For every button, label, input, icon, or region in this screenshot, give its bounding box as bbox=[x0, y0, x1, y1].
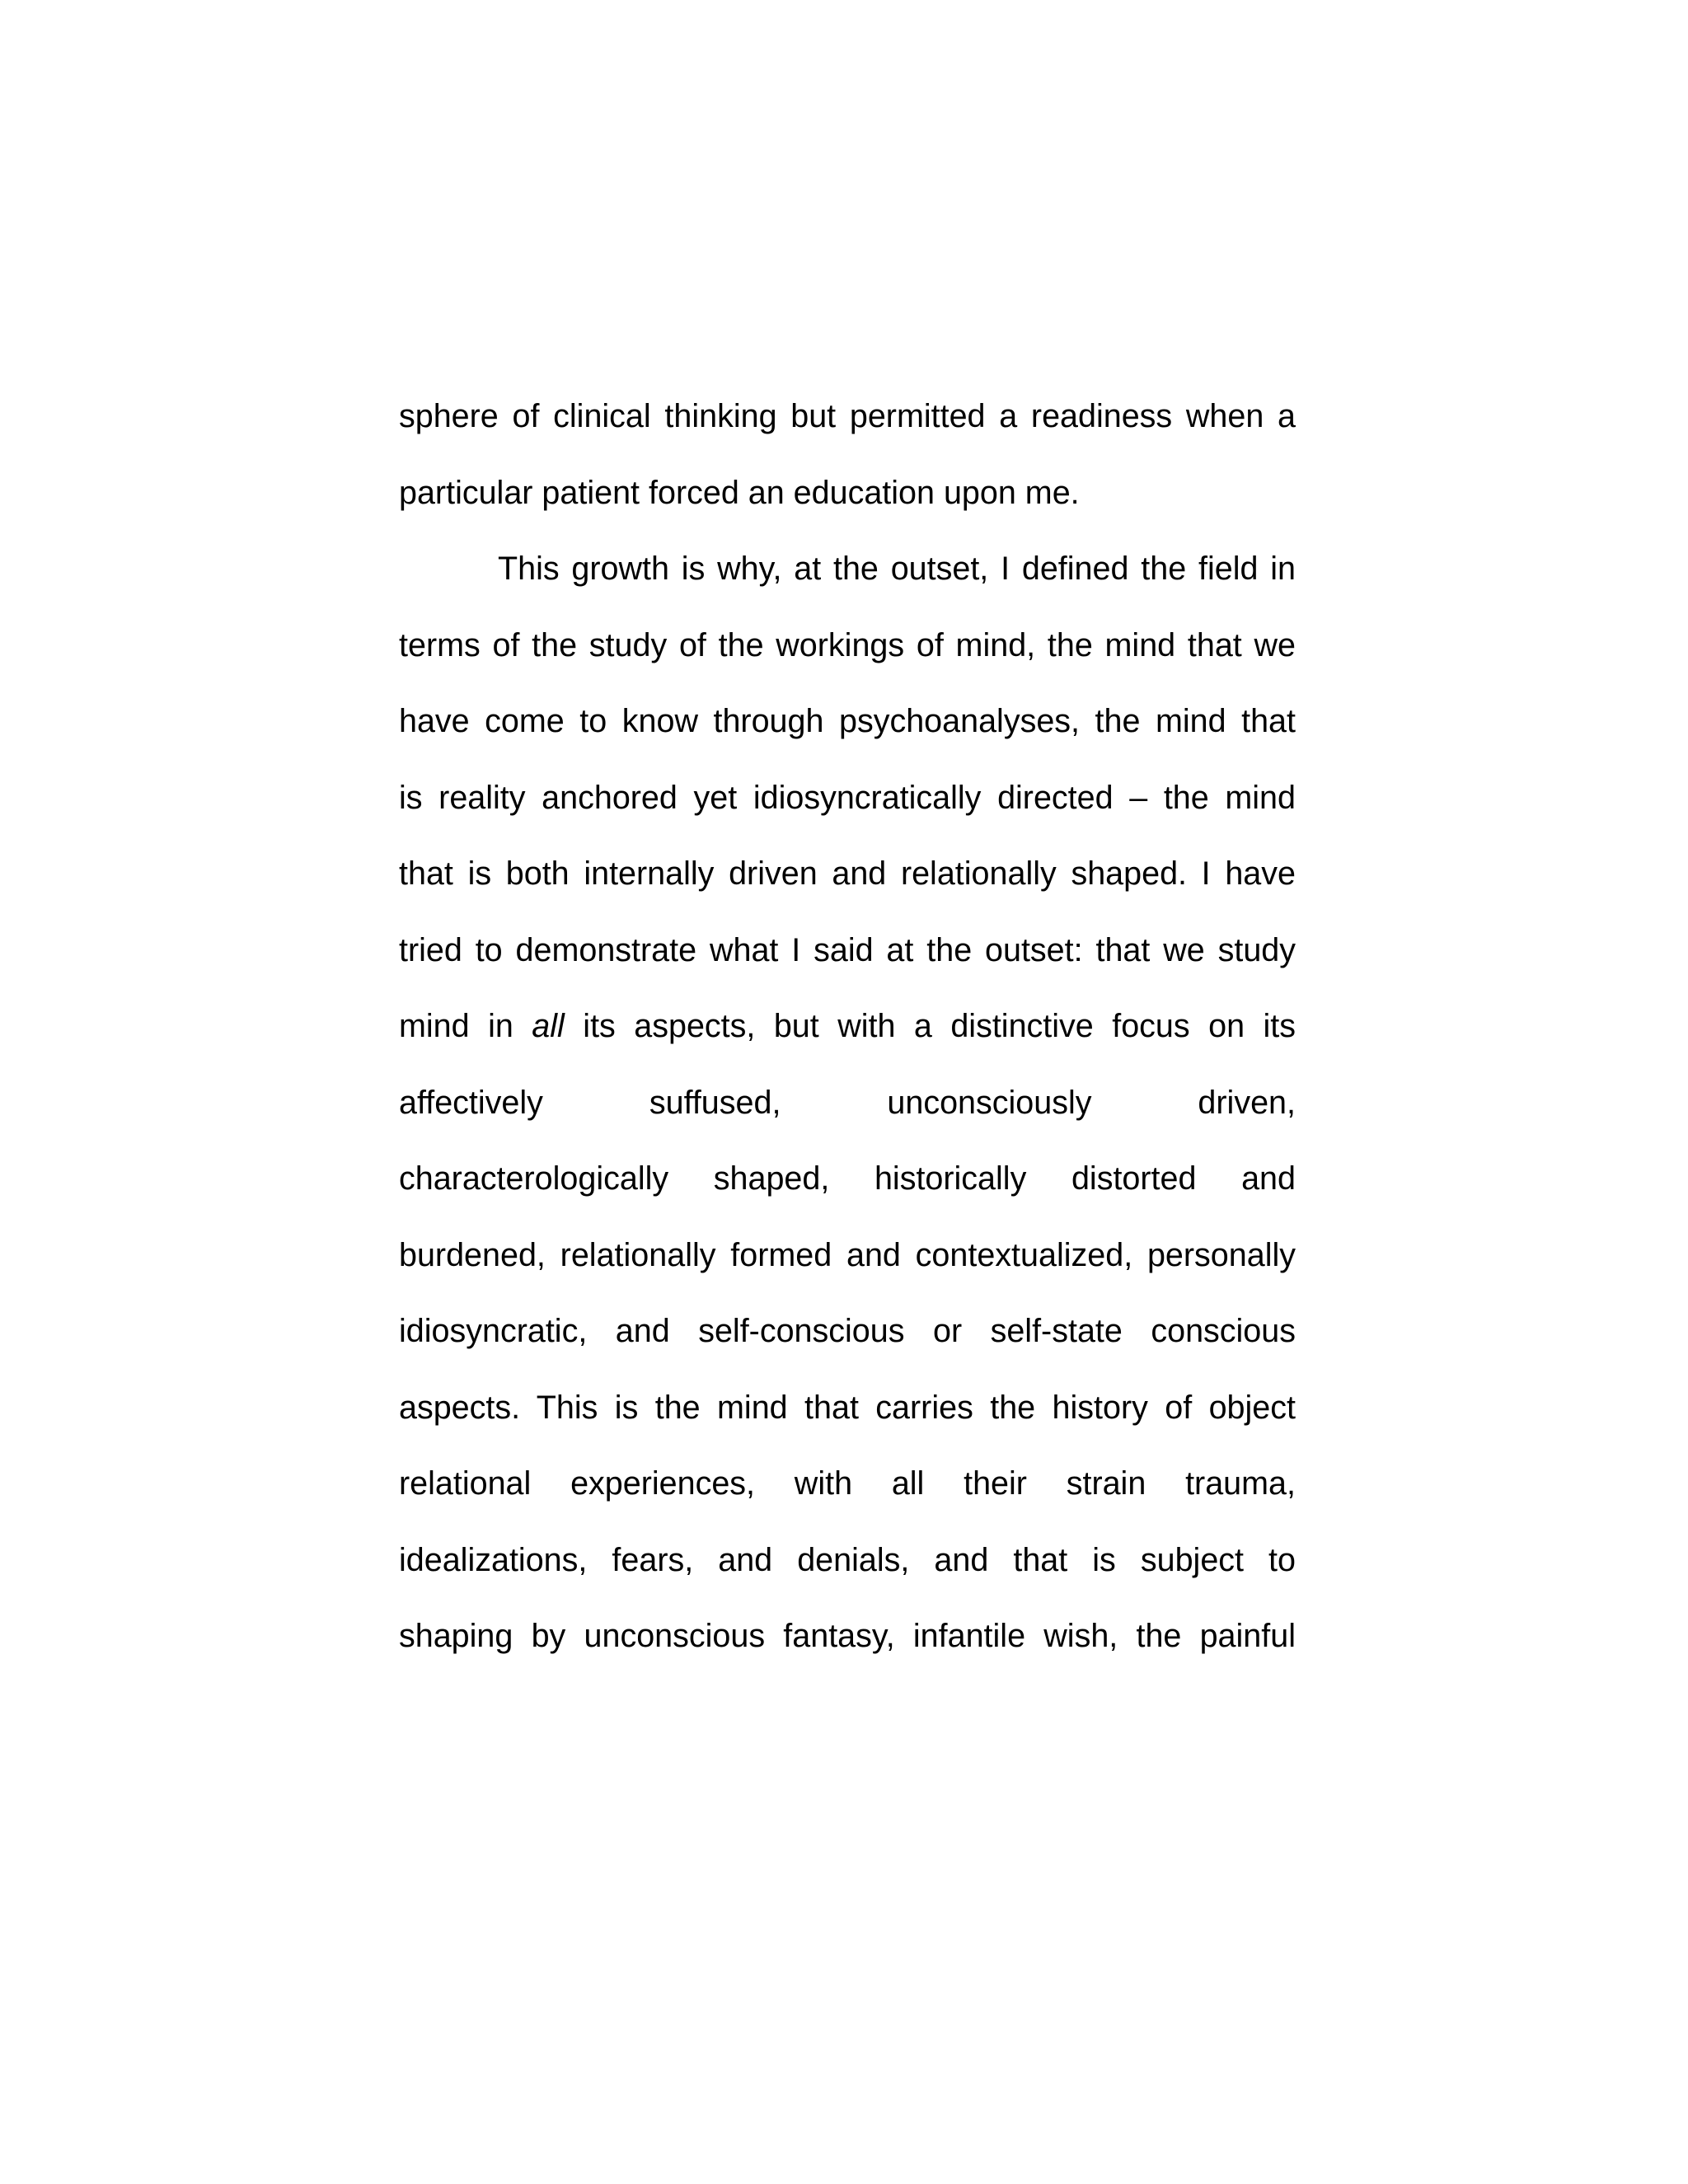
text-segment: shaping by unconscious fantasy, infantile wish, the painful bbox=[399, 1618, 1296, 1654]
text-segment: tried to demonstrate what I said at the outset: that we study bbox=[399, 931, 1296, 968]
text-line bbox=[399, 1537, 1296, 1614]
text-segment: terms of the study of the workings of mind, the mind that we bbox=[399, 626, 1296, 663]
text-segment: is reality anchored yet idiosyncratically directed – the mind bbox=[399, 779, 1296, 816]
text-line bbox=[399, 851, 1296, 927]
text-segment: idiosyncratic, and self-conscious or self-state conscious bbox=[399, 1313, 1296, 1349]
text-line bbox=[399, 698, 1296, 775]
text-line bbox=[399, 393, 1296, 470]
text-segment: particular patient forced an education upon me. bbox=[399, 474, 1080, 511]
text-line bbox=[399, 470, 1296, 546]
text-segment: that is both internally driven and relationally shaped. I have bbox=[399, 855, 1296, 892]
text-line bbox=[399, 1613, 1296, 1690]
text-segment: characterologically shaped, historically distorted and bbox=[399, 1160, 1296, 1197]
text-line bbox=[399, 775, 1296, 851]
text-line bbox=[399, 1460, 1296, 1537]
paragraph-first-line bbox=[399, 546, 1296, 622]
text-line bbox=[399, 1308, 1296, 1385]
text-line bbox=[399, 622, 1296, 699]
text-line bbox=[399, 1155, 1296, 1232]
text-segment: affectively suffused, unconsciously driven, bbox=[399, 1084, 1296, 1121]
text-segment: sphere of clinical thinking but permitted a readiness when a bbox=[399, 398, 1296, 434]
emphasis-text: all bbox=[532, 1008, 565, 1044]
text-line bbox=[399, 927, 1296, 1004]
text-line bbox=[399, 1003, 1296, 1080]
text-segment: have come to know through psychoanalyses, the mind that bbox=[399, 703, 1296, 739]
text-segment: its aspects, but with a distinctive focus on its bbox=[564, 1008, 1296, 1044]
text-segment: burdened, relationally formed and contextualized, personally bbox=[399, 1236, 1296, 1273]
text-segment: This growth is why, at the outset, I defined the field in bbox=[498, 551, 1296, 587]
text-segment: idealizations, fears, and denials, and that is subject to bbox=[399, 1541, 1296, 1578]
text-line bbox=[399, 1232, 1296, 1309]
text-segment: relational experiences, with all their strain trauma, bbox=[399, 1465, 1296, 1502]
text-line bbox=[399, 1080, 1296, 1156]
body-text bbox=[399, 393, 1296, 1690]
text-segment: mind in bbox=[399, 1008, 532, 1044]
text-line bbox=[399, 1385, 1296, 1461]
text-segment: aspects. This is the mind that carries the history of object bbox=[399, 1389, 1296, 1426]
